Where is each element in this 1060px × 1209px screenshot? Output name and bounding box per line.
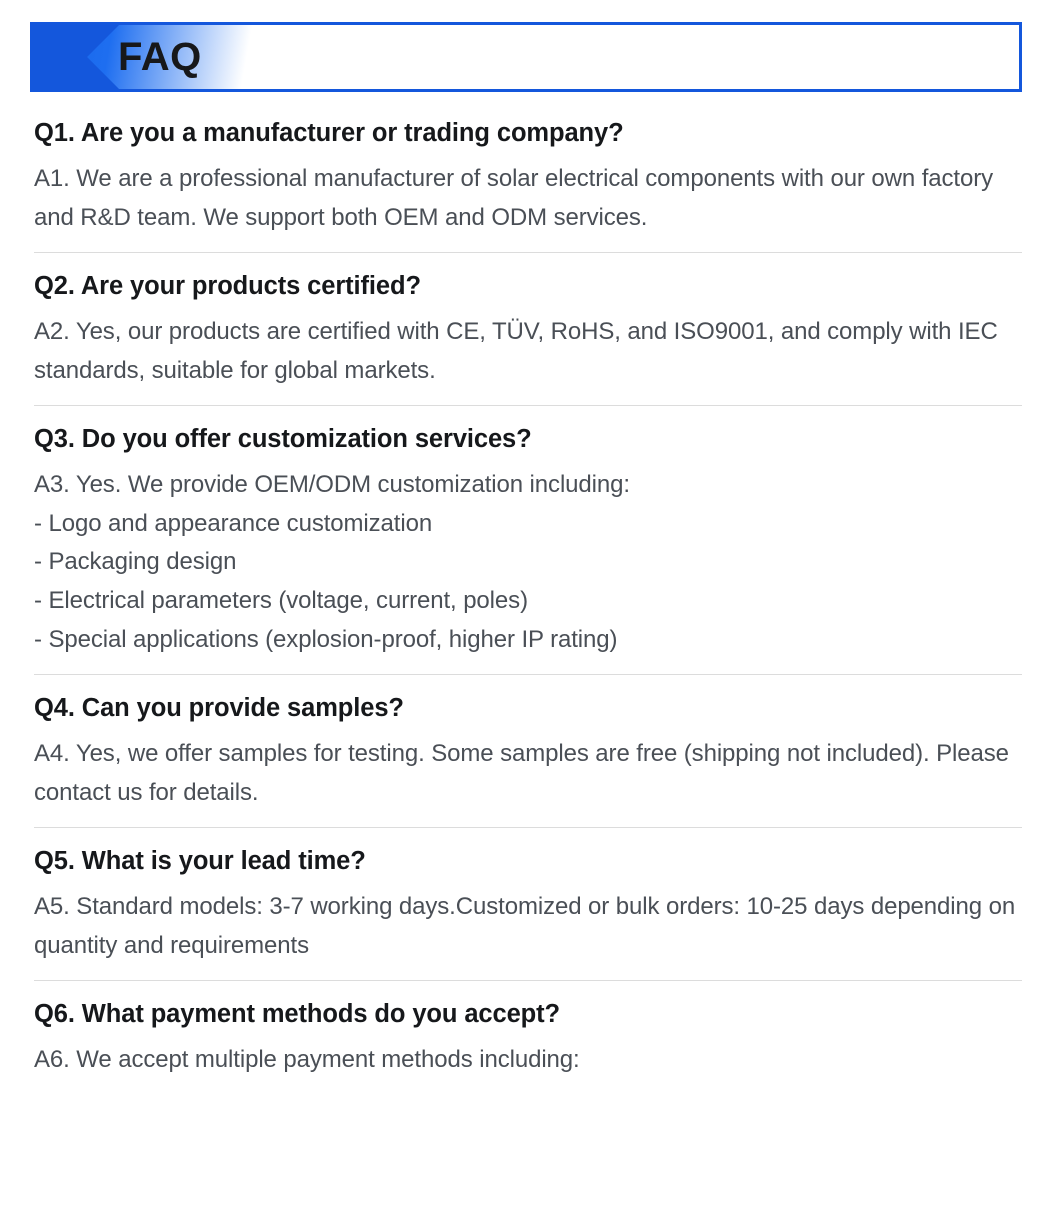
faq-answer-line: - Logo and appearance customization (34, 509, 433, 537)
faq-question: Q2. Are your products certified? (34, 271, 421, 300)
faq-item (34, 118, 1022, 252)
faq-answer-line: - Electrical parameters (voltage, current, poles) (34, 587, 528, 615)
faq-answer-line: A1. We are a professional manufacturer of solar electrical components with our own factory and R&D team. We support both OEM and ODM services. (34, 165, 994, 231)
faq-answer-line: A3. Yes. We provide OEM/ODM customization including: (34, 470, 630, 498)
faq-answer-line: A2. Yes, our products are certified with CE, TÜV, RoHS, and ISO9001, and comply with IEC standards, suitable for global markets. (34, 317, 998, 384)
faq-list (34, 92, 1022, 1094)
faq-answer-line: A6. We accept multiple payment methods including: (34, 1045, 580, 1073)
faq-question: Q5. What is your lead time? (34, 846, 366, 875)
faq-item (34, 980, 1022, 1094)
faq-item (34, 827, 1022, 980)
faq-question: Q6. What payment methods do you accept? (34, 999, 561, 1028)
faq-question: Q1. Are you a manufacturer or trading company? (34, 119, 624, 147)
page-title: FAQ (118, 35, 202, 79)
faq-answer-line: - Special applications (explosion-proof, higher IP rating) (34, 626, 618, 654)
faq-page (0, 22, 1060, 1209)
faq-question: Q3. Do you offer customization services? (34, 424, 532, 453)
faq-header-banner (30, 22, 1022, 92)
faq-item (34, 405, 1022, 674)
faq-answer-line: A5. Standard models: 3-7 working days.Customized or bulk orders: 10-25 days depending on quantity and requirements (34, 893, 1016, 959)
faq-item (34, 252, 1022, 405)
faq-answer-line: - Packaging design (34, 548, 237, 576)
faq-answer-line: A4. Yes, we offer samples for testing. Some samples are free (shipping not included). Please contact us for details. (34, 740, 1009, 807)
faq-item (34, 674, 1022, 827)
faq-question: Q4. Can you provide samples? (34, 694, 404, 723)
